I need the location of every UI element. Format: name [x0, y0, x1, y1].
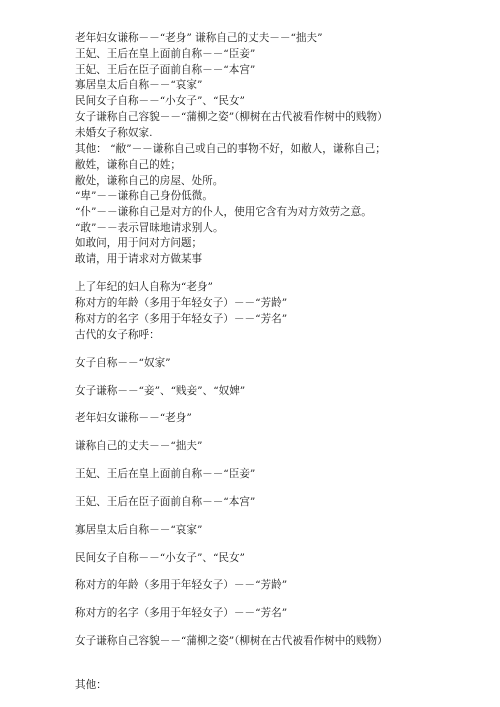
- text-line: 老年妇女谦称－－“老身” 谦称自己的丈夫－－“拙夫”: [75, 32, 323, 44]
- text-line: 老年妇女谦称－－“老身”: [75, 412, 192, 424]
- text-line: “仆”－－谦称自己是对方的仆人，使用它含有为对方效劳之意。: [75, 206, 372, 218]
- text-line: 称对方的年龄（多用于年轻女子）－－“芳龄”: [75, 297, 288, 309]
- text-line: 王妃、王后在臣子面前自称－－“本宫”: [75, 64, 256, 76]
- text-line: 上了年纪的妇人自称为“老身”: [75, 281, 213, 293]
- text-line: 王妃、王后在皇上面前自称－－“臣妾”: [75, 48, 256, 60]
- text-line: 寡居皇太后自称－－“哀家”: [75, 524, 203, 536]
- text-line: “卑”－－谦称自己身份低微。: [75, 190, 213, 202]
- text-line: 女子谦称自己容貌－－“蒲柳之姿”（柳树在古代被看作树中的贱物）: [75, 635, 388, 647]
- text-line: 王妃、王后在臣子面前自称－－“本宫”: [75, 496, 256, 508]
- text-line: 女子谦称－－“妾”、“贱妾”、“奴婢”: [75, 385, 246, 397]
- text-line: 称对方的年龄（多用于年轻女子）－－“芳龄”: [75, 579, 288, 591]
- text-line: 女子自称－－“奴家”: [75, 357, 171, 369]
- text-line: 寡居皇太后自称－－“哀家”: [75, 79, 203, 91]
- text-line: 敢请，用于请求对方做某事: [75, 253, 203, 265]
- text-line: 其他：: [75, 679, 107, 691]
- text-line: 谦称自己的丈夫－－“拙夫”: [75, 440, 203, 452]
- text-line: 王妃、王后在皇上面前自称－－“臣妾”: [75, 468, 256, 480]
- text-line: 如敢问，用于问对方问题；: [75, 237, 203, 249]
- text-line: 称对方的名字（多用于年轻女子）－－“芳名”: [75, 313, 288, 325]
- text-line: 未婚女子称奴家.: [75, 127, 153, 139]
- text-line: “敢”－－表示冒昧地请求别人。: [75, 222, 224, 234]
- text-line: 民间女子自称－－“小女子”、“民女”: [75, 552, 245, 564]
- text-line: 女子谦称自己容貌－－“蒲柳之姿”（柳树在古代被看作树中的贱物）: [75, 111, 388, 123]
- text-line: 称对方的名字（多用于年轻女子）－－“芳名”: [75, 607, 288, 619]
- text-line: 古代的女子称呼：: [75, 329, 160, 341]
- text-line: 民间女子自称－－“小女子”、“民女”: [75, 95, 245, 107]
- text-line: 其他： “敝”－－谦称自己或自己的事物不好，如敝人，谦称自己；: [75, 143, 386, 155]
- text-line: 敝处，谦称自己的房屋、处所。: [75, 175, 224, 187]
- text-line: 敝姓，谦称自己的姓；: [75, 159, 181, 171]
